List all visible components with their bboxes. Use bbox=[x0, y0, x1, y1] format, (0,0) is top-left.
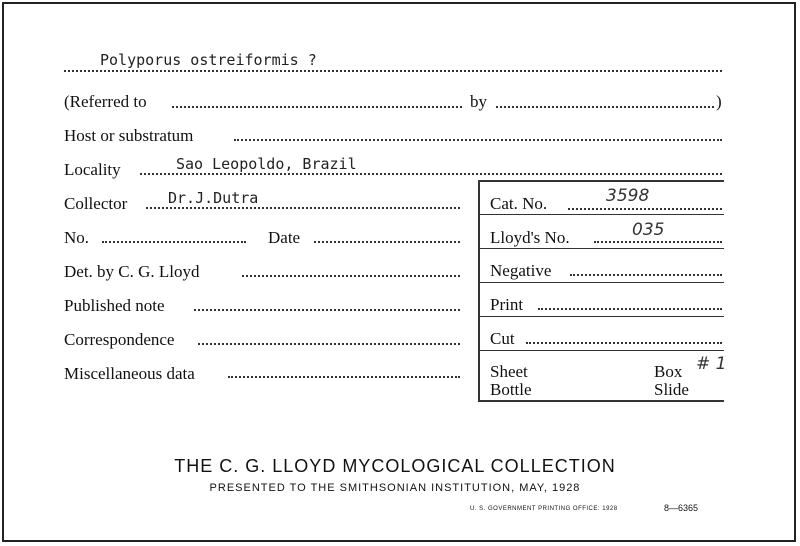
box-rule bbox=[478, 214, 724, 215]
form-number: 8—6365 bbox=[664, 503, 699, 513]
box-rule bbox=[478, 282, 724, 283]
negative-label: Negative bbox=[490, 261, 552, 280]
locality-label: Locality bbox=[64, 160, 121, 179]
lloyds-no-line bbox=[594, 241, 722, 243]
referred-to-label: (Referred to bbox=[64, 92, 147, 111]
misc-data-label: Miscellaneous data bbox=[64, 364, 195, 383]
det-by-line bbox=[242, 275, 460, 277]
box-rule bbox=[478, 248, 724, 249]
collector-label: Collector bbox=[64, 194, 128, 213]
host-label: Host or substratum bbox=[64, 126, 194, 145]
print-line bbox=[538, 308, 722, 310]
lloyds-no-value: 035 bbox=[632, 220, 665, 240]
locality-line bbox=[140, 173, 722, 175]
cat-no-line bbox=[568, 208, 722, 210]
box-rule bbox=[478, 316, 724, 317]
referred-to-line bbox=[172, 106, 462, 108]
species-line bbox=[64, 70, 722, 72]
collector-line bbox=[146, 207, 460, 209]
det-by-label: Det. by C. G. Lloyd bbox=[64, 262, 200, 281]
by-line bbox=[496, 106, 714, 108]
lloyds-no-label: Lloyd's No. bbox=[490, 228, 570, 247]
negative-line bbox=[570, 274, 722, 276]
slide-label: Slide bbox=[654, 380, 689, 399]
published-note-line bbox=[194, 309, 460, 311]
sheet-label: Sheet bbox=[490, 362, 528, 381]
by-label: by bbox=[470, 92, 487, 111]
species-name: Polyporus ostreiformis ? bbox=[100, 51, 317, 69]
close-paren: ) bbox=[716, 92, 722, 111]
correspondence-label: Correspondence bbox=[64, 330, 175, 349]
no-line bbox=[102, 241, 246, 243]
collection-title: THE C. G. LLOYD MYCOLOGICAL COLLECTION bbox=[174, 456, 616, 476]
host-line bbox=[234, 139, 722, 141]
cut-label: Cut bbox=[490, 329, 515, 348]
date-line bbox=[314, 241, 460, 243]
locality-value: Sao Leopoldo, Brazil bbox=[176, 155, 357, 173]
box-label: Box bbox=[654, 362, 683, 381]
published-note-label: Published note bbox=[64, 296, 165, 315]
date-label: Date bbox=[268, 228, 301, 247]
box-rule bbox=[478, 350, 724, 351]
misc-data-line bbox=[228, 376, 460, 378]
box-value: # 1 bbox=[696, 354, 727, 374]
collection-subtitle: PRESENTED TO THE SMITHSONIAN INSTITUTION, MAY, 1928 bbox=[209, 482, 581, 494]
printing-office: U. S. GOVERNMENT PRINTING OFFICE: 1928 bbox=[470, 506, 618, 512]
cat-no-label: Cat. No. bbox=[490, 194, 548, 213]
cat-no-value: 3598 bbox=[606, 186, 650, 206]
cut-line bbox=[526, 342, 722, 344]
bottle-label: Bottle bbox=[490, 380, 532, 399]
collector-value: Dr.J.Dutra bbox=[168, 189, 259, 207]
print-label: Print bbox=[490, 295, 524, 314]
correspondence-line bbox=[198, 343, 460, 345]
no-label: No. bbox=[64, 228, 90, 247]
